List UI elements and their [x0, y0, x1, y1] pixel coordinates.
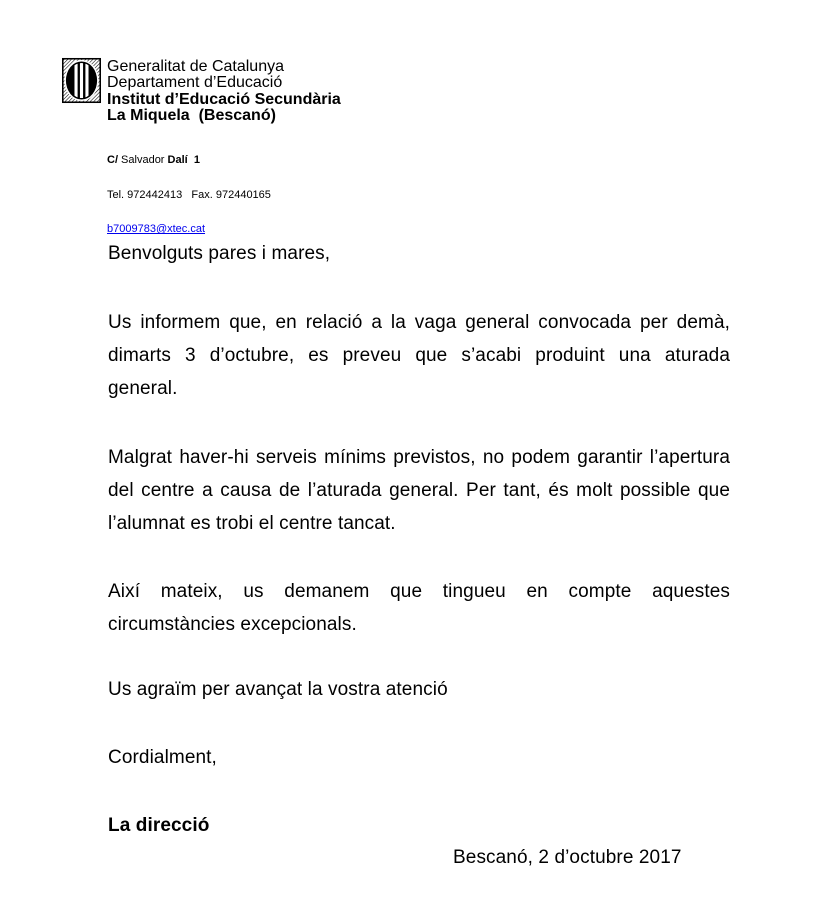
paragraph-closing: [108, 741, 730, 774]
paragraph-thanks: [108, 673, 730, 706]
dateline: Bescanó, 2 d’octubre 2017: [453, 847, 682, 868]
school-location: La Miquela (Bescanó): [107, 107, 276, 125]
org-department: Departament d’Educació: [107, 74, 283, 92]
paragraph-line: dimarts 3 d’octubre, es preveu que s’acabi produint una aturada: [108, 345, 730, 366]
paragraph-line: Així mateix, us demanem que tingueu en compte aquestes: [108, 581, 730, 602]
paragraph-line: Us informem que, en relació a la vaga general convocada per demà,: [108, 312, 730, 333]
street-number: Dalí 1: [167, 153, 200, 166]
paragraph-line: Cordialment,: [108, 747, 217, 768]
paragraph-line: l’alumnat es trobi el centre tancat.: [108, 513, 396, 534]
paragraph-line: circumstàncies excepcionals.: [108, 614, 357, 635]
paragraph-circumstances: [108, 575, 730, 641]
school-name: Institut d’Educació Secundària: [107, 90, 341, 108]
paragraph-line: Malgrat haver-hi serveis mínims previstos, no podem garantir l’apertura: [108, 447, 730, 468]
paragraph-line: general.: [108, 378, 178, 399]
paragraph-strike-notice: [108, 306, 730, 405]
tel-fax: Tel. 972442413 Fax. 972440165: [107, 188, 271, 201]
salutation: Benvolguts pares i mares,: [108, 243, 331, 264]
signature: La direcció: [108, 815, 210, 836]
paragraph-line: Us agraïm per avançat la vostra atenció: [108, 679, 448, 700]
street-prefix: C/: [107, 153, 118, 166]
letterhead-text: [107, 57, 341, 259]
paragraph-line: del centre a causa de l’aturada general. Per tant, és molt possible que: [108, 480, 730, 501]
email-link[interactable]: b7009783@xtec.cat: [107, 223, 206, 236]
letterhead: [62, 57, 341, 259]
generalitat-senyera-logo-icon: [62, 57, 101, 104]
org-name: Generalitat de Catalunya: [107, 58, 284, 75]
paragraph-closure-warning: [108, 441, 730, 540]
street-name: Salvador: [118, 153, 168, 166]
street-address: [107, 155, 341, 167]
